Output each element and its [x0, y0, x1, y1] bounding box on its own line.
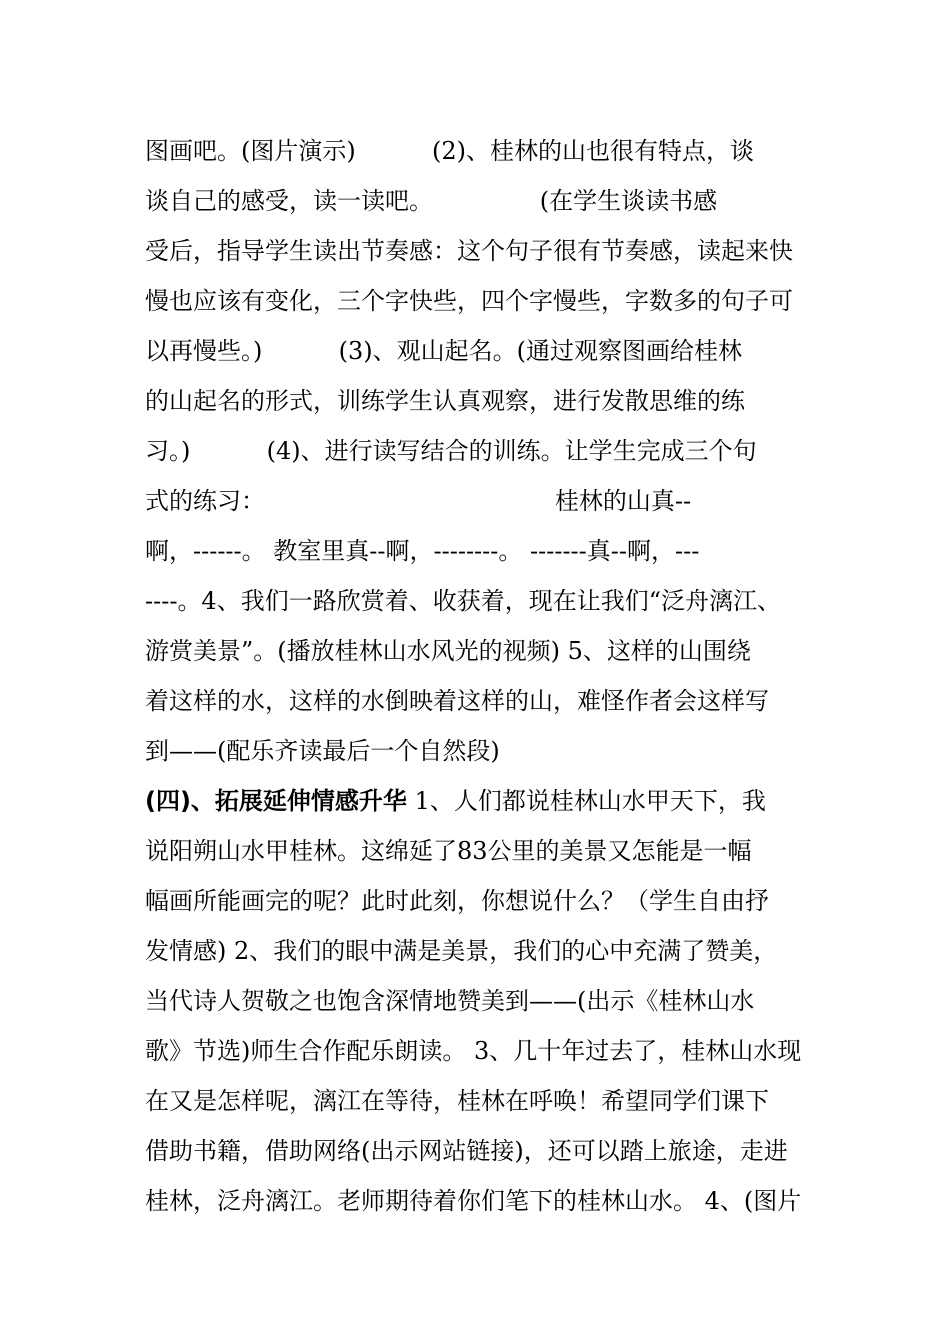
text-line: 歌》节选)师生合作配乐朗读。 3、几十年过去了，桂林山水现 — [145, 1037, 802, 1065]
text-line: 幅画所能画完的呢？此时此刻，你想说什么？（学生自由抒 — [145, 887, 769, 915]
text-line: 图画吧。(图片演示) (2)、桂林的山也很有特点，谈 — [145, 137, 755, 165]
text-line: 说阳朔山水甲桂林。这绵延了83公里的美景又怎能是一幅 — [145, 837, 752, 865]
text-line: 习。) (4)、进行读写结合的训练。让学生完成三个句 — [145, 437, 757, 465]
text-line: 以再慢些。) (3)、观山起名。(通过观察图画给桂林 — [145, 337, 743, 365]
text-line: 到——(配乐齐读最后一个自然段) — [145, 737, 500, 765]
text-line: 当代诗人贺敬之也饱含深情地赞美到——(出示《桂林山水 — [145, 987, 755, 1015]
text-line: 的山起名的形式，训练学生认真观察，进行发散思维的练 — [145, 387, 745, 415]
text-line: 啊，------。 教室里真--啊，--------。 -------真--啊，--- — [145, 537, 700, 565]
section-heading: (四)、拓展延伸情感升华 — [145, 787, 407, 815]
text-line: 式的练习： 桂林的山真-- — [145, 487, 692, 515]
text-line: ----。4、我们一路欣赏着、收获着，现在让我们“泛舟漓江、 — [145, 587, 781, 615]
text-line: 着这样的水，这样的水倒映着这样的山，难怪作者会这样写 — [145, 687, 769, 715]
text-line: 桂林，泛舟漓江。老师期待着你们笔下的桂林山水。 4、(图片 — [145, 1187, 802, 1215]
text-line: 慢也应该有变化，三个字快些，四个字慢些，字数多的句子可 — [145, 287, 793, 315]
section-heading-line — [145, 776, 810, 826]
text-line: 发情感) 2、我们的眼中满是美景，我们的心中充满了赞美， — [145, 937, 778, 965]
section-heading-rest: 1、人们都说桂林山水甲天下，我 — [406, 787, 766, 815]
text-line: 在又是怎样呢，漓江在等待，桂林在呼唤！希望同学们课下 — [145, 1087, 769, 1115]
text-line: 受后，指导学生读出节奏感：这个句子很有节奏感，读起来快 — [145, 237, 793, 265]
text-line: 谈自己的感受，读一读吧。 (在学生谈读书感 — [145, 187, 718, 215]
text-line: 游赏美景”。(播放桂林山水风光的视频) 5、这样的山围绕 — [145, 637, 751, 665]
text-line: 借助书籍，借助网络(出示网站链接)，还可以踏上旅途，走进 — [145, 1137, 788, 1165]
document-body — [145, 126, 810, 1226]
